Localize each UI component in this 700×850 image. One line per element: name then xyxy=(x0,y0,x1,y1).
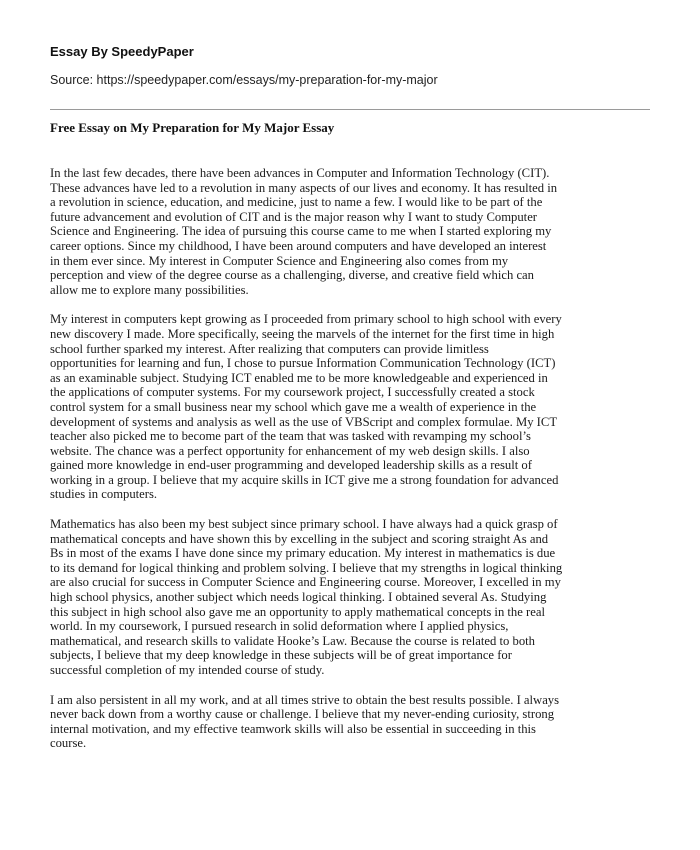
paragraph-line: teacher also picked me to become part of the team that was tasked with revamping my school’s xyxy=(50,429,531,444)
essay-paragraph xyxy=(50,312,650,502)
paragraph-line: a revolution in science, education, and medicine, just to name a few. I would like to be part of the xyxy=(50,195,543,210)
paragraph-line: Bs in most of the exams I have done since my primary education. My interest in mathematics is due xyxy=(50,546,556,561)
paragraph-line: Science and Engineering. The idea of pursuing this course came to me when I started exploring my xyxy=(50,224,552,239)
paragraph-line: mathematical concepts and have shown this by excelling in the subject and scoring straight As and xyxy=(50,531,549,546)
paragraph-line: school further sparked my interest. After realizing that computers can provide limitless xyxy=(50,341,489,356)
paragraph-line: website. The chance was a perfect opportunity for enhancement of my web design skills. I also xyxy=(50,443,530,458)
paragraph-line: future advancement and evolution of CIT and is the major reason why I want to study Computer xyxy=(50,209,538,224)
essay-paragraph xyxy=(50,166,650,297)
paragraph-line: mathematical, and research skills to validate Hooke’s Law. Because the course is related to both xyxy=(50,633,535,648)
paragraph-line: Mathematics has also been my best subject since primary school. I have always had a quick grasp of xyxy=(50,517,558,532)
paragraph-line: control system for a small business near my school which gave me a wealth of experience in the xyxy=(50,399,537,414)
paragraph-line: world. In my coursework, I pursued research in solid deformation where I applied physics, xyxy=(50,619,509,634)
source-url: Source: https://speedypaper.com/essays/my-preparation-for-my-major xyxy=(50,73,438,87)
paragraph-line: perception and view of the degree course as a challenging, diverse, and creative field which can xyxy=(50,268,534,283)
paragraph-line: These advances have led to a revolution in many aspects of our lives and economy. It has resulted in xyxy=(50,180,558,195)
paragraph-line: subjects, I believe that my deep knowledge in these subjects will be of great importance for xyxy=(50,648,512,663)
paragraph-line: as an examinable subject. Studying ICT enabled me to be more knowledgeable and experienced in xyxy=(50,370,548,385)
paragraph-line: course. xyxy=(50,736,87,751)
paragraph-line: opportunities for learning and fun, I chose to pursue Information Communication Technology (ICT) xyxy=(50,356,556,371)
publisher-heading: Essay By SpeedyPaper xyxy=(50,44,194,59)
essay-body xyxy=(50,166,650,766)
paragraph-line: development of systems and analysis as well as the use of VBScript and complex formulae. My ICT xyxy=(50,414,558,429)
paragraph-line: My interest in computers kept growing as I proceeded from primary school to high school with every xyxy=(50,312,562,327)
paragraph-line: in them ever since. My interest in Computer Science and Engineering also comes from my xyxy=(50,253,509,268)
essay-paragraph xyxy=(50,517,650,678)
paragraph-line: high school physics, another subject which needs logical thinking. I obtained several As. Studying xyxy=(50,590,547,605)
paragraph-line: the applications of computer systems. For my coursework project, I successfully created a stock xyxy=(50,385,535,400)
essay-paragraph xyxy=(50,693,650,751)
paragraph-line: allow me to explore many possibilities. xyxy=(50,282,249,297)
paragraph-line: successful completion of my intended course of study. xyxy=(50,663,325,677)
paragraph-line: never back down from a worthy cause or challenge. I believe that my never-ending curiosity, strong xyxy=(50,707,555,722)
paragraph-line: working in a group. I believe that my acquire skills in ICT give me a strong foundation for advanced xyxy=(50,472,559,487)
paragraph-line: career options. Since my childhood, I have been around computers and have developed an interest xyxy=(50,238,547,253)
paragraph-line: are also crucial for success in Computer Science and Engineering course. Moreover, I excelled in my xyxy=(50,575,561,590)
paragraph-line: In the last few decades, there have been advances in Computer and Information Technology (CIT). xyxy=(50,166,550,180)
paragraph-line: gained more knowledge in end-user programming and developed leadership skills as a result of xyxy=(50,458,532,473)
paragraph-line: new discovery I made. More specifically, seeing the marvels of the internet for the first time in high xyxy=(50,326,555,341)
essay-title: Free Essay on My Preparation for My Major Essay xyxy=(50,120,335,135)
paragraph-line: to its demand for logical thinking and problem solving. I believe that my strengths in logical thinking xyxy=(50,560,563,575)
paragraph-line: this subject in high school also gave me an opportunity to apply mathematical concepts in the real xyxy=(50,604,545,619)
paragraph-line: I am also persistent in all my work, and at all times strive to obtain the best results possible. I always xyxy=(50,692,560,707)
header-divider xyxy=(50,109,650,110)
paragraph-line: internal motivation, and my effective teamwork skills will also be essential in succeeding in this xyxy=(50,721,536,736)
paragraph-line: studies in computers. xyxy=(50,487,158,502)
